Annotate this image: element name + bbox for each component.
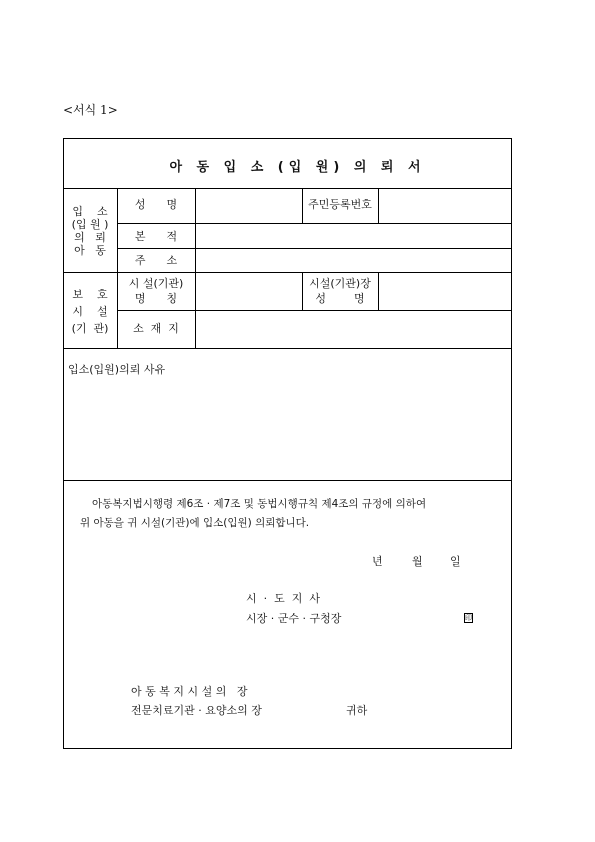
address-label: 주 소: [134, 254, 178, 267]
name-label: 성 명: [134, 198, 178, 211]
date-year-label: 년: [372, 555, 383, 568]
divider: [63, 272, 512, 273]
recipient-line1: 아 동 복 지 시 설 의 장: [131, 685, 248, 698]
divider: [63, 348, 512, 349]
divider: [117, 223, 512, 224]
divider: [378, 188, 379, 223]
divider: [63, 480, 512, 481]
issuer-line2: 시장 · 군수 · 구청장: [246, 612, 342, 625]
form-number-label: <서식 1>: [63, 103, 118, 117]
child-section-label-line4: 아 동: [74, 244, 106, 257]
declaration-line1: 아동복지법시행령 제6조 · 제7조 및 동법시행규칙 제4조의 규정에 의하여: [92, 498, 427, 510]
seal-icon: 印: [465, 614, 472, 622]
child-section-label-line1: 입 소: [72, 205, 108, 218]
child-section-label-line3: 의 뢰: [74, 231, 106, 244]
facility-head-label-line2: 성 명: [315, 292, 365, 305]
date-month-label: 월: [412, 555, 423, 568]
child-section-label-line2: (입 원 ): [71, 218, 109, 231]
divider: [195, 188, 196, 348]
divider: [117, 310, 512, 311]
facility-head-label-line1: 시설(기관)장: [309, 277, 371, 290]
issuer-line1: 시 · 도 지 사: [246, 592, 320, 605]
recipient-line2: 전문치료기관 · 요양소의 장: [131, 704, 262, 717]
domicile-label: 본 적: [134, 230, 178, 243]
facility-section-label-line2: 시 설: [72, 305, 108, 318]
facility-name-label-line1: 시 설(기관): [128, 277, 184, 290]
facility-section-label-line3: (기 관): [71, 322, 109, 335]
divider: [117, 248, 512, 249]
reason-label: 입소(입원)의뢰 사유: [68, 363, 166, 376]
facility-name-label-line2: 명 칭: [134, 292, 178, 305]
facility-section-label-line1: 보 호: [72, 288, 108, 301]
divider: [63, 188, 512, 189]
date-day-label: 일: [450, 555, 461, 568]
divider: [378, 272, 379, 310]
recipient-suffix: 귀하: [346, 704, 368, 717]
document-title: 아 동 입 소 (입 원) 의 뢰 서: [169, 160, 426, 175]
location-label: 소 재 지: [133, 322, 179, 335]
declaration-line2: 위 아동을 귀 시설(기관)에 입소(입원) 의뢰합니다.: [80, 517, 310, 529]
reason-field[interactable]: [68, 382, 506, 472]
rrn-label: 주민등록번호: [308, 198, 372, 211]
